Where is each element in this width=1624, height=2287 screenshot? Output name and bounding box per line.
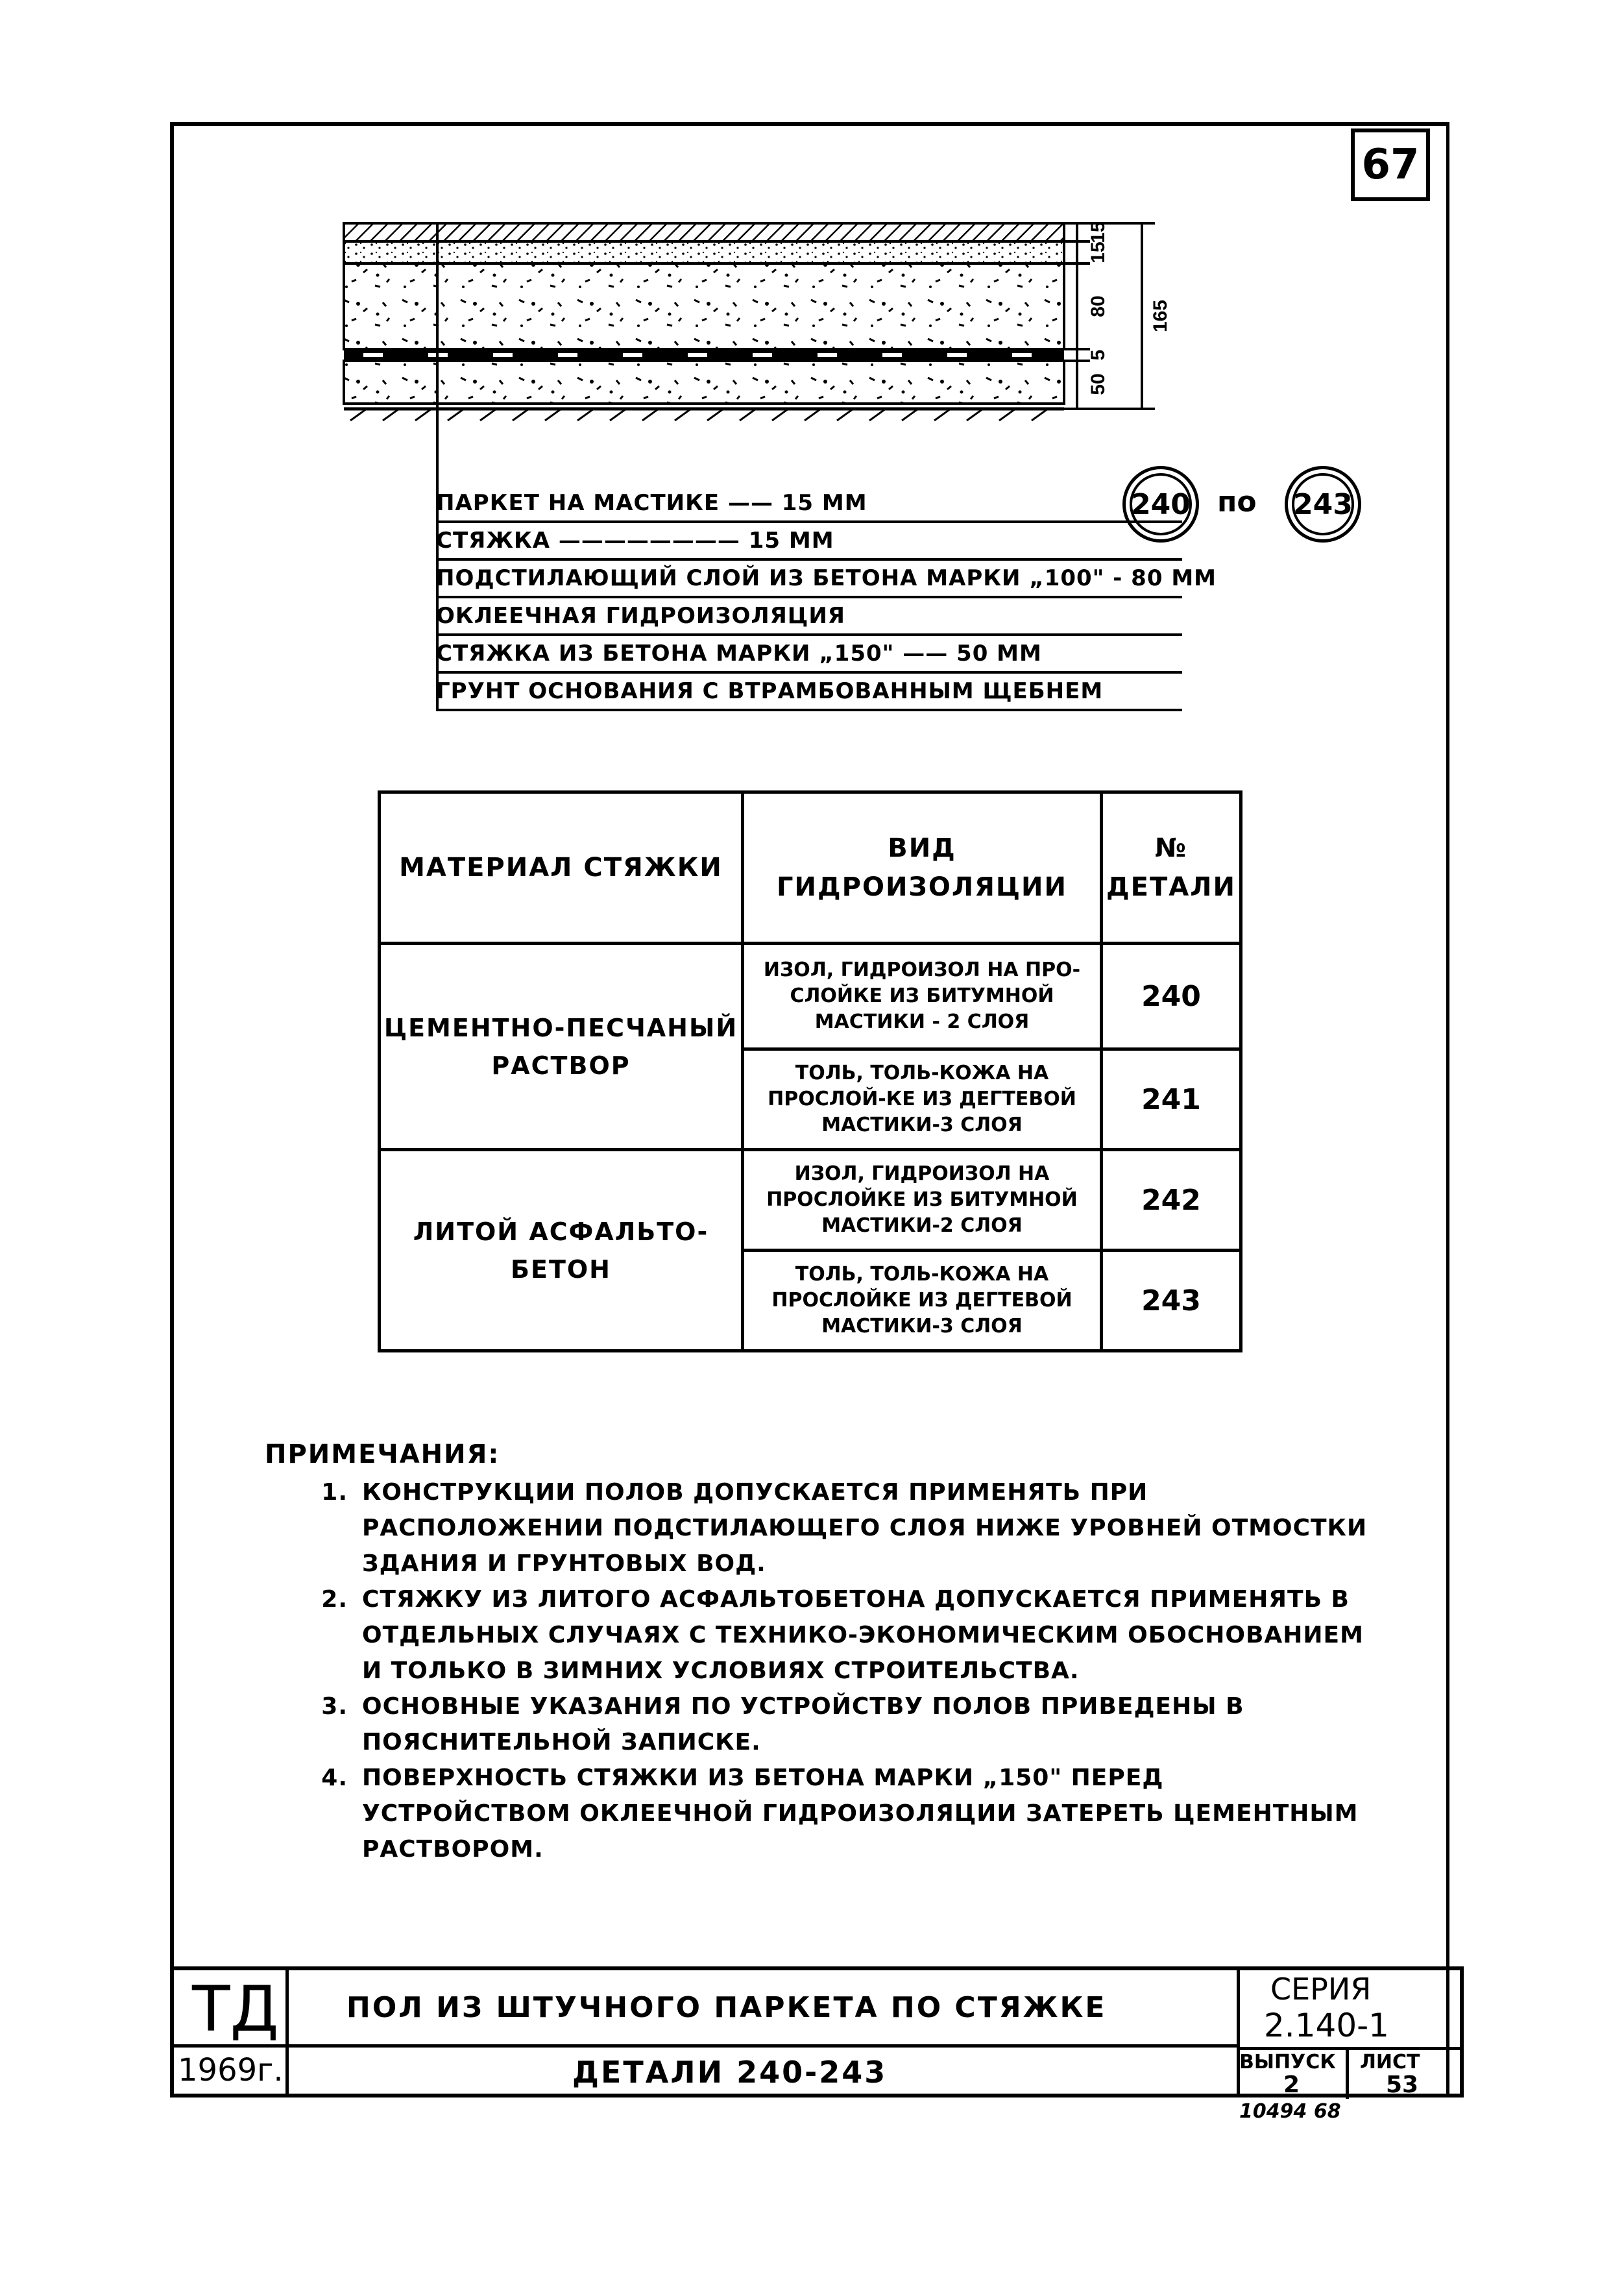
dim-screed: 15 xyxy=(1087,241,1109,263)
tb-divider xyxy=(1346,2047,1349,2099)
header-waterproofing: ВИД ГИДРОИЗОЛЯЦИИ xyxy=(743,792,1102,944)
header-material: МАТЕРИАЛ СТЯЖКИ xyxy=(380,792,743,944)
layer-item: СТЯЖКА ИЗ БЕТОНА МАРКИ „150" —— 50 ММ xyxy=(436,636,1182,674)
dim-concrete: 80 xyxy=(1087,295,1109,317)
layer-item: ОКЛЕЕЧНАЯ ГИДРОИЗОЛЯЦИЯ xyxy=(436,598,1182,636)
layer-item: СТЯЖКА ———————— 15 ММ xyxy=(436,523,1182,561)
detail-number-cell: 241 xyxy=(1102,1049,1241,1150)
layer-item: ПАРКЕТ НА МАСТИКЕ —— 15 ММ xyxy=(436,485,1182,523)
note-number: 2. xyxy=(321,1586,348,1613)
note-text: ПОВЕРХНОСТЬ СТЯЖКИ ИЗ БЕТОНА МАРКИ „150" ПЕРЕД УСТРОЙСТВОМ ОКЛЕЕЧНОЙ ГИДРОИЗОЛЯЦИИ ЗАТЕРЕТЬ ЦЕМЕНТНЫМ РАСТВОРОМ. xyxy=(362,1765,1359,1863)
tb-divider xyxy=(1237,1970,1240,2094)
note-text: ОСНОВНЫЕ УКАЗАНИЯ ПО УСТРОЙСТВУ ПОЛОВ ПРИВЕДЕНЫ В ПОЯСНИТЕЛЬНОЙ ЗАПИСКЕ. xyxy=(362,1693,1244,1755)
drawing-title: ПОЛ ИЗ ШТУЧНОГО ПАРКЕТА ПО СТЯЖКЕ xyxy=(346,1991,1107,2024)
tb-divider xyxy=(174,2044,1237,2048)
notes-section xyxy=(265,1439,1381,1867)
detail-number-cell: 240 xyxy=(1102,944,1241,1049)
note-text: КОНСТРУКЦИИ ПОЛОВ ДОПУСКАЕТСЯ ПРИМЕНЯТЬ ПРИ РАСПОЛОЖЕНИИ ПОДСТИЛАЮЩЕГО СЛОЯ НИЖЕ УРОВНЕЙ ОТМОСТКИ ЗДАНИЯ И ГРУНТОВЫХ ВОД. xyxy=(362,1479,1368,1577)
layer-item: ПОДСТИЛАЮЩИЙ СЛОЙ ИЗ БЕТОНА МАРКИ „100" - 80 ММ xyxy=(436,561,1182,598)
sheet-label: ЛИСТ xyxy=(1360,2051,1420,2073)
title-block xyxy=(170,1966,1464,2097)
detail-spec-table xyxy=(378,790,1242,1352)
detail-ref-to: 243 xyxy=(1285,466,1361,543)
header-detail-number: № ДЕТАЛИ xyxy=(1102,792,1241,944)
waterproofing-cell: ИЗОЛ, ГИДРОИЗОЛ НА ПРОСЛОЙКЕ ИЗ БИТУМНОЙ МАСТИКИ-2 СЛОЯ xyxy=(743,1150,1102,1251)
series-label: СЕРИЯ xyxy=(1270,1972,1372,2007)
detail-ref-from: 240 xyxy=(1122,466,1199,543)
note-number: 4. xyxy=(321,1765,348,1791)
floor-section-drawing xyxy=(337,214,1194,448)
dim-total: 165 xyxy=(1150,299,1171,333)
detail-number-cell: 243 xyxy=(1102,1251,1241,1351)
note-item xyxy=(265,1760,1381,1867)
layer-list xyxy=(436,485,1217,711)
waterproofing-cell: ТОЛЬ, ТОЛЬ-КОЖА НА ПРОСЛОЙ-КЕ ИЗ ДЕГТЕВОЙ МАСТИКИ-3 СЛОЯ xyxy=(743,1049,1102,1150)
layer-item: ГРУНТ ОСНОВАНИЯ С ВТРАМБОВАННЫМ ЩЕБНЕМ xyxy=(436,674,1182,711)
detail-ref-word: по xyxy=(1217,485,1257,519)
series-value: 2.140-1 xyxy=(1264,2007,1389,2044)
notes-title: ПРИМЕЧАНИЯ: xyxy=(265,1439,500,1469)
tb-divider xyxy=(285,1970,289,2094)
tb-divider xyxy=(1237,2047,1464,2050)
sheet-number: 67 xyxy=(1351,128,1430,201)
dim-waterproofing: 5 xyxy=(1087,349,1109,361)
issue-value: 2 xyxy=(1283,2072,1300,2098)
org-code: ТД xyxy=(192,1973,279,2046)
issue-label: ВЫПУСК xyxy=(1239,2051,1336,2073)
drawing-subtitle: ДЕТАЛИ 240-243 xyxy=(572,2055,888,2090)
sheet-value: 53 xyxy=(1386,2072,1419,2098)
archive-stamp: 10494 68 xyxy=(1239,2100,1341,2123)
material-cell: ЛИТОЙ АСФАЛЬТО-БЕТОН xyxy=(380,1150,743,1351)
note-item xyxy=(265,1474,1381,1582)
detail-number-cell: 242 xyxy=(1102,1150,1241,1251)
dim-parquet: 15 xyxy=(1087,221,1109,243)
material-cell: ЦЕМЕНТНО-ПЕСЧАНЫЙ РАСТВОР xyxy=(380,944,743,1150)
dim-base-screed: 50 xyxy=(1087,373,1109,395)
note-number: 1. xyxy=(321,1479,348,1506)
waterproofing-cell: ТОЛЬ, ТОЛЬ-КОЖА НА ПРОСЛОЙКЕ ИЗ ДЕГТЕВОЙ МАСТИКИ-3 СЛОЯ xyxy=(743,1251,1102,1351)
note-item xyxy=(265,1582,1381,1689)
waterproofing-cell: ИЗОЛ, ГИДРОИЗОЛ НА ПРО-СЛОЙКЕ ИЗ БИТУМНОЙ МАСТИКИ - 2 СЛОЯ xyxy=(743,944,1102,1049)
note-number: 3. xyxy=(321,1693,348,1720)
year: 1969г. xyxy=(178,2052,284,2088)
note-text: СТЯЖКУ ИЗ ЛИТОГО АСФАЛЬТОБЕТОНА ДОПУСКАЕТСЯ ПРИМЕНЯТЬ В ОТДЕЛЬНЫХ СЛУЧАЯХ С ТЕХНИКО-ЭКОНОМИЧЕСКИМ ОБОСНОВАНИЕМ И ТОЛЬКО В ЗИМНИХ УСЛОВИЯХ СТРОИТЕЛЬСТВА. xyxy=(362,1586,1364,1684)
note-item xyxy=(265,1689,1381,1760)
